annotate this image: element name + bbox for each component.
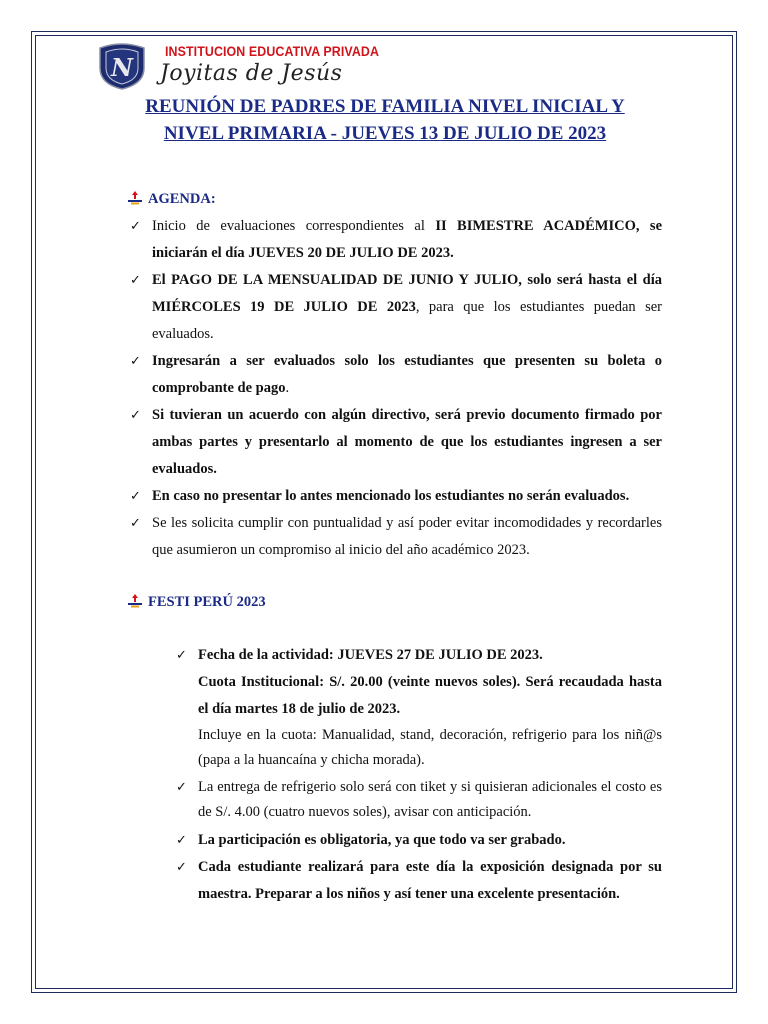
school-crest-logo [97, 40, 147, 90]
list-item [130, 510, 662, 564]
title-line-2: NIVEL PRIMARIA - JUEVES 13 DE JULIO DE 2023 [163, 123, 607, 144]
check-icon: ✓ [130, 516, 141, 531]
item-text-bold: Cuota Institucional: S/. 20.00 (veinte nuevos soles). Será recaudada hasta el día martes 18 de julio de 2023. [198, 674, 662, 717]
list-item [130, 213, 662, 267]
item-text-bold: En caso no presentar lo antes mencionado los estudiantes no serán evaluados. [152, 488, 630, 504]
check-icon: ✓ [130, 354, 141, 369]
check-icon: ✓ [176, 833, 187, 848]
item-text: . [285, 380, 290, 396]
check-icon: ✓ [130, 408, 141, 423]
list-item [176, 854, 662, 908]
check-icon: ✓ [176, 780, 187, 795]
item-text-bold: Ingresarán a ser evaluados solo los estudiantes que presenten su boleta o comprobante de pago [152, 353, 662, 396]
list-item [176, 642, 662, 773]
item-text: Incluye en la cuota: Manualidad, stand, decoración, refrigerio para los niñ@s (papa a la huancaína y chicha morada). [198, 727, 662, 768]
check-icon: ✓ [176, 648, 187, 663]
item-text-bold: Si tuvieran un acuerdo con algún directivo, será previo documento firmado por ambas partes y presentarlo al momento de que los estudiantes ingresen a ser evaluados. [152, 407, 662, 477]
item-text: , para que los estudiantes puedan ser evaluados. [152, 299, 663, 342]
institution-name: Joyitas de Jesús [160, 61, 343, 86]
list-item [130, 402, 662, 483]
page-title [105, 93, 665, 147]
agenda-heading-text: AGENDA: [148, 191, 216, 207]
list-item [130, 483, 662, 510]
check-icon: ✓ [130, 489, 141, 504]
item-text-bold: El PAGO DE LA MENSUALIDAD DE JUNIO Y JULIO, solo será hasta el día MIÉRCOLES 19 DE JULIO DE 2023 [152, 272, 662, 315]
item-text: La entrega de refrigerio solo será con tiket y si quisieran adicionales el costo es de S/. 4.00 (cuatro nuevos soles), avisar con anticipación. [198, 779, 662, 820]
festi-heading-text: FESTI PERÚ 2023 [148, 594, 266, 610]
check-icon: ✓ [176, 860, 187, 875]
list-item [176, 775, 662, 825]
list-item [176, 827, 662, 854]
institution-type: INSTITUCION EDUCATIVA PRIVADA [165, 44, 380, 59]
item-text-bold: La participación es obligatoria, ya que todo va ser grabado. [198, 832, 566, 848]
festi-heading [128, 594, 266, 611]
list-item [130, 348, 662, 402]
arrow-bullet-icon [128, 191, 142, 205]
list-item [130, 267, 662, 348]
festi-list [176, 642, 662, 908]
item-text-bold: Fecha de la actividad: JUEVES 27 DE JULIO DE 2023. [198, 647, 543, 663]
arrow-bullet-icon [128, 594, 142, 608]
item-text-bold: II BIMESTRE ACADÉMICO, se iniciarán el día JUEVES 20 DE JULIO DE 2023. [152, 218, 663, 261]
item-text: Inicio de evaluaciones correspondientes al [152, 218, 436, 234]
agenda-heading [128, 191, 216, 208]
crest-letter: N [111, 53, 133, 82]
check-icon: ✓ [130, 219, 141, 234]
item-text-bold: Cada estudiante realizará para este día la exposición designada por su maestra. Preparar a los niños y así tener una excelente presentación. [198, 859, 662, 902]
agenda-list [130, 213, 662, 564]
item-text: Se les solicita cumplir con puntualidad y así poder evitar incomodidades y recordarles que asumieron un compromiso al inicio del año académico 2023. [152, 515, 662, 558]
check-icon: ✓ [130, 273, 141, 288]
title-line-1: REUNIÓN DE PADRES DE FAMILIA NIVEL INICIAL Y [145, 96, 625, 117]
